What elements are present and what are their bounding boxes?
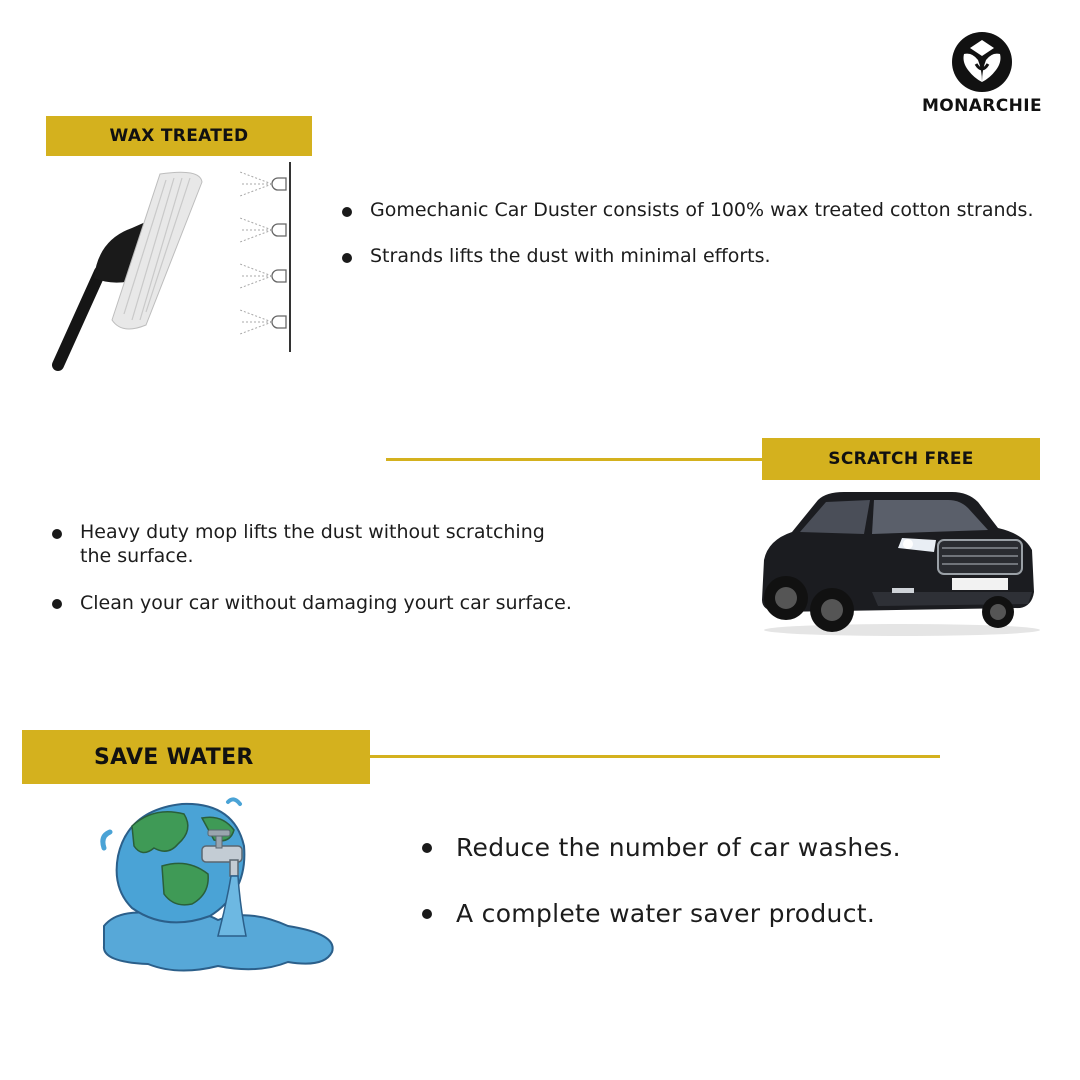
list-item: Gomechanic Car Duster consists of 100% wax treated cotton strands. bbox=[340, 198, 1040, 222]
save-water-divider bbox=[370, 755, 940, 758]
save-water-banner: SAVE WATER bbox=[22, 730, 370, 784]
list-item: Strands lifts the dust with minimal efforts. bbox=[340, 244, 1040, 268]
duster-illustration bbox=[50, 160, 300, 375]
wax-bullet-list bbox=[340, 198, 1040, 269]
list-item: Heavy duty mop lifts the dust without scratching the surface. bbox=[50, 520, 550, 569]
car-image bbox=[752, 488, 1042, 638]
list-item: A complete water saver product. bbox=[420, 898, 1060, 930]
monarchie-logo-icon bbox=[950, 30, 1014, 94]
list-item: Reduce the number of car washes. bbox=[420, 832, 1060, 864]
water-saving-globe-illustration bbox=[98, 796, 342, 976]
scratch-bullet-list bbox=[50, 520, 710, 615]
brand-logo bbox=[916, 28, 1048, 118]
scratch-free-banner: SCRATCH FREE bbox=[762, 438, 1040, 480]
list-item: Clean your car without damaging yourt car surface. bbox=[50, 591, 710, 615]
wax-treated-banner: WAX TREATED bbox=[46, 116, 312, 156]
scratch-free-divider bbox=[386, 458, 764, 461]
brand-name: MONARCHIE bbox=[921, 96, 1043, 116]
water-bullet-list bbox=[420, 832, 1060, 930]
